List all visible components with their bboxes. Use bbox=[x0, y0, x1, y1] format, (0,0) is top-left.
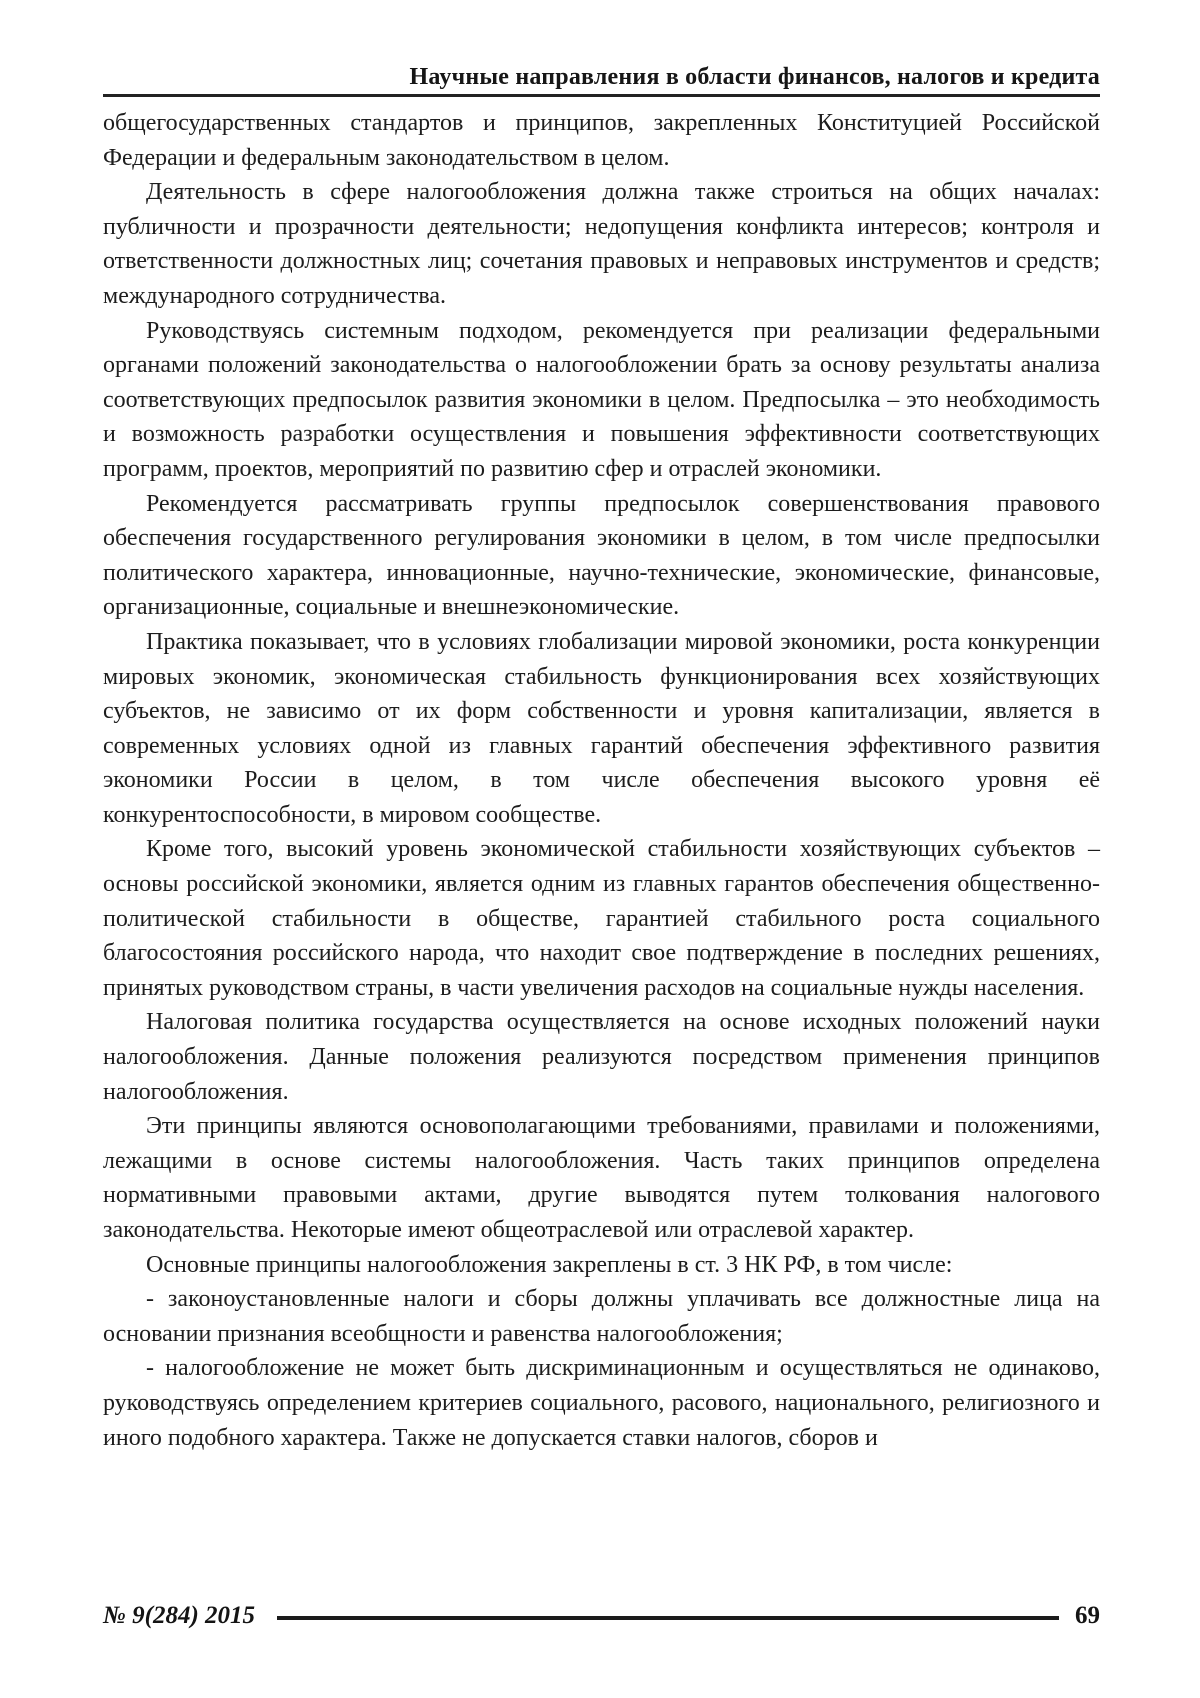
footer-rule bbox=[277, 1616, 1059, 1620]
paragraph: общегосударственных стандартов и принципов, закрепленных Конституцией Российской Федерации и федеральным законодательством в целом. bbox=[103, 110, 1100, 171]
running-header bbox=[103, 62, 1100, 97]
article-body bbox=[103, 106, 1100, 1455]
journal-issue-label: № 9(284) 2015 bbox=[103, 1602, 256, 1629]
paragraph: Рекомендуется рассматривать группы предпосылок совершенствования правового обеспечения государственного регулирования экономики в целом, в том числе предпосылки политического характера, инновационные, научно-технические, экономические, финансовые, организационные, социальные и внешнеэкономические. bbox=[103, 490, 1100, 621]
paragraph: Деятельность в сфере налогообложения должна также строиться на общих началах: публичности и прозрачности деятельности; недопущения конфликта интересов; контроля и ответственности должностных лиц; сочетания правовых и неправовых инструментов и средств; международного сотрудничества. bbox=[103, 179, 1100, 309]
paragraph: Практика показывает, что в условиях глобализации мировой экономики, роста конкуренции мировых экономик, экономическая стабильность функционирования всех хозяйствующих субъектов, не зависимо от их форм собственности и уровня капитализации, является в современных условиях одной из главных гарантий обеспечения эффективного развития экономики России в целом, в том числе обеспечения высокого уровня её конкурентоспособности, в мировом сообществе. bbox=[103, 628, 1100, 828]
page-number: 69 bbox=[1075, 1602, 1100, 1629]
paragraph: Основные принципы налогообложения закреплены в ст. 3 НК РФ, в том числе: bbox=[146, 1251, 953, 1278]
paragraph: Эти принципы являются основополагающими требованиями, правилами и положениями, лежащими в основе системы налогообложения. Часть таких принципов определена нормативными правовыми актами, другие выводятся путем толкования налогового законодательства. Некоторые имеют общеотраслевой или отраслевой характер. bbox=[103, 1113, 1100, 1243]
running-header-title: Научные направления в области финансов, налогов и кредита bbox=[409, 64, 1100, 90]
paragraph: Кроме того, высокий уровень экономической стабильности хозяйствующих субъектов – основы российской экономики, является одним из главных гарантов обеспечения общественно-политической стабильности в обществе, гарантией стабильного роста социального благосостояния российского народа, что находит свое подтверждение в последних решениях, принятых руководством страны, в части увеличения расходов на социальные нужды населения. bbox=[103, 836, 1100, 1001]
paragraph: Налоговая политика государства осуществляется на основе исходных положений науки налогообложения. Данные положения реализуются посредством применения принципов налогообложения. bbox=[103, 1009, 1100, 1105]
paragraph: - налогообложение не может быть дискриминационным и осуществляться не одинаково, руководствуясь определением критериев социального, расового, национального, религиозного и иного подобного характера. Также не допускается ставки налогов, сборов и bbox=[103, 1355, 1100, 1451]
page-footer bbox=[103, 1600, 1100, 1631]
paragraph: - законоустановленные налоги и сборы должны уплачивать все должностные лица на основании признания всеобщности и равенства налогообложения; bbox=[103, 1286, 1100, 1347]
paragraph: Руководствуясь системным подходом, рекомендуется при реализации федеральными органами положений законодательства о налогообложении брать за основу результаты анализа соответствующих предпосылок развития экономики в целом. Предпосылка – это необходимость и возможность разработки осуществления и повышения эффективности соответствующих программ, проектов, мероприятий по развитию сфер и отраслей экономики. bbox=[103, 317, 1100, 482]
